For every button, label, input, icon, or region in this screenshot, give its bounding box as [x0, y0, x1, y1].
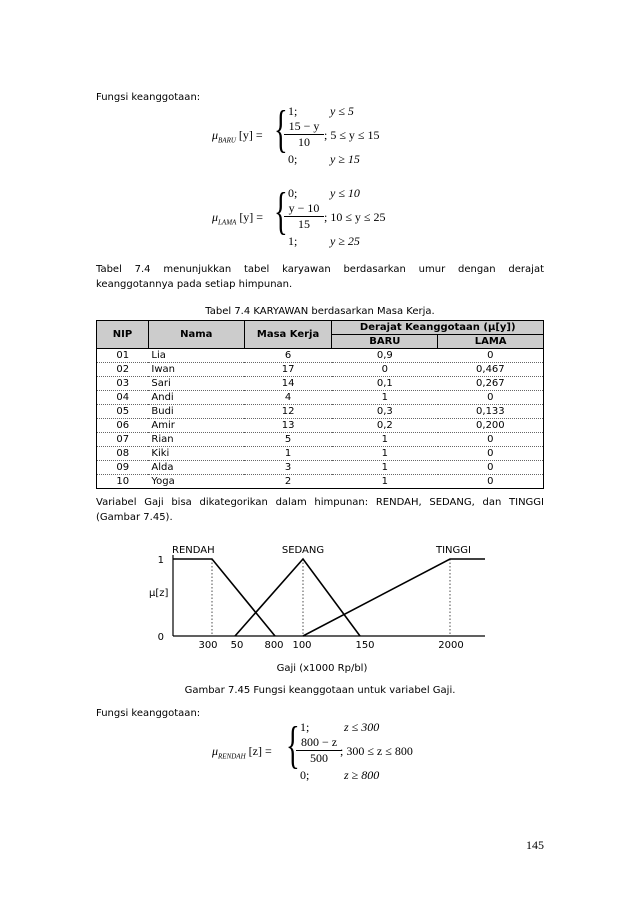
- formula-rendah-case1-value: 1;: [300, 720, 310, 734]
- formula-baru: [212, 100, 472, 172]
- table-row: [97, 363, 544, 377]
- cell-lama: 0: [438, 433, 544, 447]
- cell-nama: Lia: [148, 349, 244, 363]
- formula-baru-case3-value: 0;: [288, 152, 298, 166]
- cell-masa: 3: [244, 461, 332, 475]
- formula-rendah-brace: {: [286, 717, 300, 774]
- cell-nip: 10: [97, 475, 149, 489]
- header-nama: Nama: [148, 321, 244, 349]
- cell-masa: 5: [244, 433, 332, 447]
- header-derajat: Derajat Keanggotaan (μ[y]): [332, 321, 544, 335]
- cell-nama: Sari: [148, 377, 244, 391]
- cell-nama: Alda: [148, 461, 244, 475]
- gaji-membership-chart: [140, 540, 500, 680]
- table-row: [97, 405, 544, 419]
- formula-lama-case1-cond: y ≤ 10: [330, 186, 360, 200]
- cell-baru: 1: [332, 391, 438, 405]
- cell-baru: 1: [332, 461, 438, 475]
- cell-nama: Iwan: [148, 363, 244, 377]
- table-row: [97, 461, 544, 475]
- series-label-sedang: SEDANG: [281, 545, 325, 556]
- formula-rendah-case3-cond: z ≥ 800: [344, 768, 380, 782]
- paragraph-1: Tabel 7.4 menunjukkan tabel karyawan berdasarkan umur dengan derajat keanggotannya pada setiap himpunan.: [96, 264, 544, 290]
- formula-lama-case1-value: 0;: [288, 186, 298, 200]
- formula-baru-brace: {: [274, 101, 288, 158]
- header-baru: BARU: [332, 335, 438, 349]
- cell-masa: 6: [244, 349, 332, 363]
- formula-rendah-case3-value: 0;: [300, 768, 310, 782]
- table-row: [97, 391, 544, 405]
- paragraph-2: Variabel Gaji bisa dikategorikan dalam himpunan: RENDAH, SEDANG, dan TINGGI (Gambar 7.45).: [96, 497, 544, 523]
- cell-nip: 05: [97, 405, 149, 419]
- formula-lama-case2-cond: ; 10 ≤ y ≤ 25: [324, 210, 386, 224]
- cell-nip: 06: [97, 419, 149, 433]
- cell-masa: 4: [244, 391, 332, 405]
- formula-baru-case1-cond: y ≤ 5: [330, 104, 354, 118]
- y-tick-label: 0: [157, 632, 164, 643]
- cell-masa: 2: [244, 475, 332, 489]
- cell-lama: 0: [438, 391, 544, 405]
- table-row: [97, 447, 544, 461]
- formula-rendah-case2-cond: ; 300 ≤ z ≤ 800: [340, 744, 413, 758]
- cell-nip: 04: [97, 391, 149, 405]
- series-label-rendah: RENDAH: [172, 545, 215, 556]
- cell-baru: 1: [332, 433, 438, 447]
- cell-lama: 0: [438, 461, 544, 475]
- formula-lama-brace: {: [274, 183, 288, 240]
- series-line-rendah: [173, 559, 275, 636]
- page-number: 145: [526, 838, 544, 852]
- series-line-sedang: [235, 559, 360, 636]
- formula-rendah-fraction: [296, 735, 342, 766]
- formula-lama-fraction: [284, 201, 324, 232]
- formula-baru-denominator: 10: [298, 135, 310, 149]
- cell-baru: 0,3: [332, 405, 438, 419]
- cell-nama: Kiki: [148, 447, 244, 461]
- cell-nip: 03: [97, 377, 149, 391]
- formula-rendah-denominator: 500: [310, 751, 328, 765]
- cell-nama: Amir: [148, 419, 244, 433]
- formula-rendah-lhs: $\mu_{RENDAH}$ [z] =: [212, 744, 272, 761]
- formula-lama-lhs: $\mu_{LAMA}$ [y] =: [212, 210, 264, 227]
- y-axis-label: μ[z]: [149, 588, 169, 599]
- y-tick-label: 1: [157, 555, 164, 566]
- formula-lama-case3-value: 1;: [288, 234, 298, 248]
- cell-masa: 14: [244, 377, 332, 391]
- intro-label-2: Fungsi keanggotaan:: [96, 708, 201, 719]
- formula-rendah-numerator: 800 − z: [296, 735, 342, 751]
- cell-nip: 08: [97, 447, 149, 461]
- cell-nip: 09: [97, 461, 149, 475]
- cell-nip: 02: [97, 363, 149, 377]
- cell-lama: 0: [438, 447, 544, 461]
- formula-baru-case3-cond: y ≥ 15: [330, 152, 360, 166]
- header-nip: NIP: [97, 321, 149, 349]
- formula-lama: [212, 182, 472, 254]
- cell-masa: 1: [244, 447, 332, 461]
- table-row: [97, 433, 544, 447]
- x-tick-label: 800: [264, 640, 284, 651]
- cell-nama: Rian: [148, 433, 244, 447]
- cell-baru: 0,2: [332, 419, 438, 433]
- x-tick-label: 50: [230, 640, 244, 651]
- cell-lama: 0,200: [438, 419, 544, 433]
- cell-baru: 0,9: [332, 349, 438, 363]
- intro-label-1: Fungsi keanggotaan:: [96, 92, 201, 103]
- cell-lama: 0: [438, 349, 544, 363]
- formula-baru-fraction: [284, 119, 324, 150]
- x-axis-label: Gaji (x1000 Rp/bl): [276, 663, 368, 674]
- header-lama: LAMA: [438, 335, 544, 349]
- formula-rendah: [212, 716, 492, 788]
- series-label-tinggi: TINGGI: [436, 545, 471, 556]
- cell-lama: 0,133: [438, 405, 544, 419]
- cell-nama: Budi: [148, 405, 244, 419]
- cell-baru: 1: [332, 447, 438, 461]
- x-tick-label: 100: [292, 640, 312, 651]
- x-tick-label: 2000: [438, 640, 464, 651]
- cell-nip: 07: [97, 433, 149, 447]
- cell-baru: 1: [332, 475, 438, 489]
- cell-baru: 0: [332, 363, 438, 377]
- cell-nama: Andi: [148, 391, 244, 405]
- formula-rendah-case1-cond: z ≤ 300: [344, 720, 380, 734]
- header-masa-kerja: Masa Kerja: [244, 321, 332, 349]
- cell-masa: 12: [244, 405, 332, 419]
- cell-masa: 13: [244, 419, 332, 433]
- formula-baru-numerator: 15 − y: [284, 119, 324, 135]
- x-tick-label: 150: [355, 640, 375, 651]
- x-tick-label: 300: [198, 640, 218, 651]
- table-row: [97, 349, 544, 363]
- table-caption: Tabel 7.4 KARYAWAN berdasarkan Masa Kerja.: [205, 306, 435, 317]
- formula-lama-case3-cond: y ≥ 25: [330, 234, 360, 248]
- formula-baru-case2-cond: ; 5 ≤ y ≤ 15: [324, 128, 380, 142]
- cell-nama: Yoga: [148, 475, 244, 489]
- series-line-tinggi: [303, 559, 485, 636]
- figure-caption: Gambar 7.45 Fungsi keanggotaan untuk variabel Gaji.: [184, 685, 456, 696]
- table-row: [97, 475, 544, 489]
- cell-baru: 0,1: [332, 377, 438, 391]
- karyawan-table: [96, 320, 544, 489]
- formula-baru-case1-value: 1;: [288, 104, 298, 118]
- cell-lama: 0,267: [438, 377, 544, 391]
- formula-baru-lhs: $\mu_{BARU}$ [y] =: [212, 128, 263, 145]
- cell-nip: 01: [97, 349, 149, 363]
- cell-masa: 17: [244, 363, 332, 377]
- cell-lama: 0,467: [438, 363, 544, 377]
- formula-lama-denominator: 15: [298, 217, 310, 231]
- table-row: [97, 419, 544, 433]
- table-row: [97, 377, 544, 391]
- cell-lama: 0: [438, 475, 544, 489]
- formula-lama-numerator: y − 10: [284, 201, 324, 217]
